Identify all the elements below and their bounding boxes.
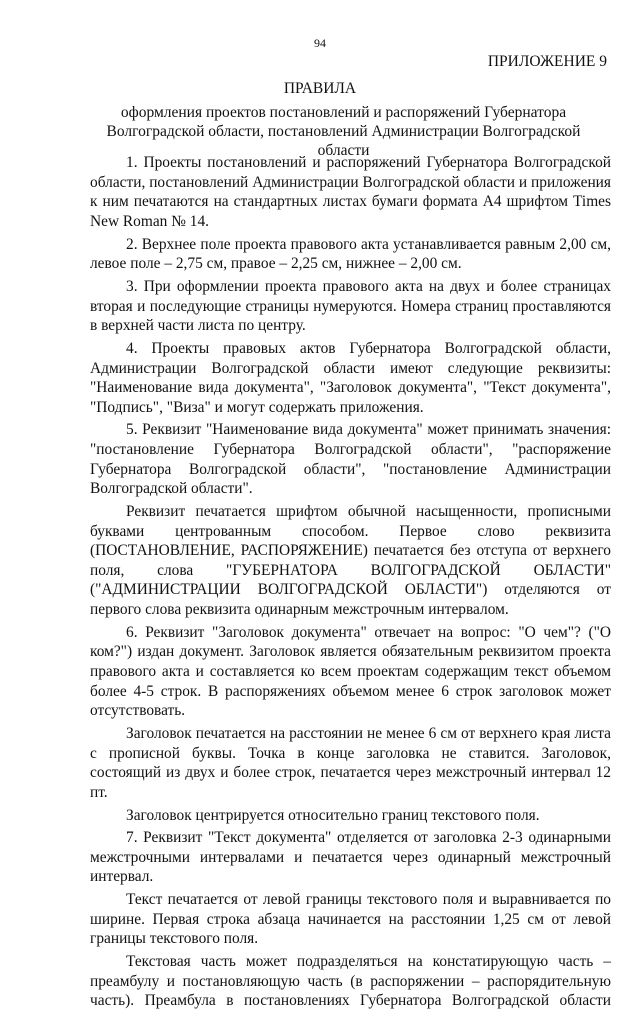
paragraph-12: Текстовая часть может подразделяться на констатирующую часть – преамбулу и постановляющую часть (в распоряжении – распорядительную часть). Преамбула в постановлениях Губернатора Волгоградской области (90, 953, 611, 1010)
paragraph-3: 3. При оформлении проекта правового акта на двух и более страницах вторая и последующие страницы нумеруются. Номера страниц проставляются в верхней части листа по центру. (90, 277, 611, 335)
paragraph-5: 5. Реквизит "Наименование вида документа" может принимать значения: "постановление Губернатора Волгоградской области", "распоряжение Губернатора Волгоградской области", "постановление Администрации Волгоградской области". (90, 421, 611, 498)
paragraph-10: 7. Реквизит "Текст документа" отделяется от заголовка 2-3 одинарными межстрочными интервалами и печатается через одинарный межстрочный интервал. (90, 829, 611, 886)
paragraph-9: Заголовок центрируется относительно границ текстового поля. (126, 806, 540, 824)
paragraph-1: 1. Проекты постановлений и распоряжений Губернатора Волгоградской области, постановлений Администрации Волгоградской области и приложения к ним печатаются на стандартных листах бумаги формата А4 шрифтом Times New Roman № 14. (90, 154, 611, 230)
paragraph-6: Реквизит печатается шрифтом обычной насыщенности, прописными буквами центрованным способом. Первое слово реквизита (ПОСТАНОВЛЕНИЕ, РАСПОРЯЖЕНИЕ) печатается без отступа от верхнего поля, слова "ГУБЕРНАТОРА ВОЛГОГРАДСКОЙ ОБЛАСТИ" ("АДМИНИСТРАЦИИ ВОЛГОГРАДСКОЙ ОБЛАСТИ") отделяются от первого слова реквизита одинарным межстрочным интервалом. (90, 503, 611, 618)
paragraph-4: 4. Проекты правовых актов Губернатора Волгоградской области, Администрации Волгоградской области имеют следующие реквизиты: "Наименование вида документа", "Заголовок документа", "Текст документа", "Подпись", "Виза" и могут содержать приложения. (90, 339, 611, 416)
document-title: ПРАВИЛА (283, 80, 357, 97)
appendix-label: ПРИЛОЖЕНИЕ 9 (487, 53, 607, 70)
paragraph-2: 2. Верхнее поле проекта правового акта устанавливается равным 2,00 см, левое поле – 2,75 см, правое – 2,25 см, нижнее – 2,00 см. (90, 235, 611, 273)
document-body (90, 153, 611, 1011)
paragraph-8: Заголовок печатается на расстоянии не менее 6 см от верхнего края листа с прописной буквы. Точка в конце заголовка не ставится. Заголовок, состоящий из двух и более строк, печатается через межстрочный интервал 12 пт. (90, 724, 611, 801)
page-number: 94 (314, 36, 326, 50)
document-subtitle: оформления проектов постановлений и распоряжений Губернатора Волгоградской области, постановлений Администрации Волгоградской области (106, 104, 581, 159)
paragraph-11: Текст печатается от левой границы текстового поля и выравнивается по ширине. Первая строка абзаца начинается на расстоянии 1,25 см от левой границы текстового поля. (90, 891, 611, 948)
paragraph-7: 6. Реквизит "Заголовок документа" отвечает на вопрос: "О чем"? ("О ком?") издан документ. Заголовок является обязательным реквизитом проекта правового акта и составляется ко всем проектам содержащим текст объемом более 4-5 строк. В распоряжениях объемом менее 6 строк заголовок может отсутствовать. (90, 623, 611, 720)
